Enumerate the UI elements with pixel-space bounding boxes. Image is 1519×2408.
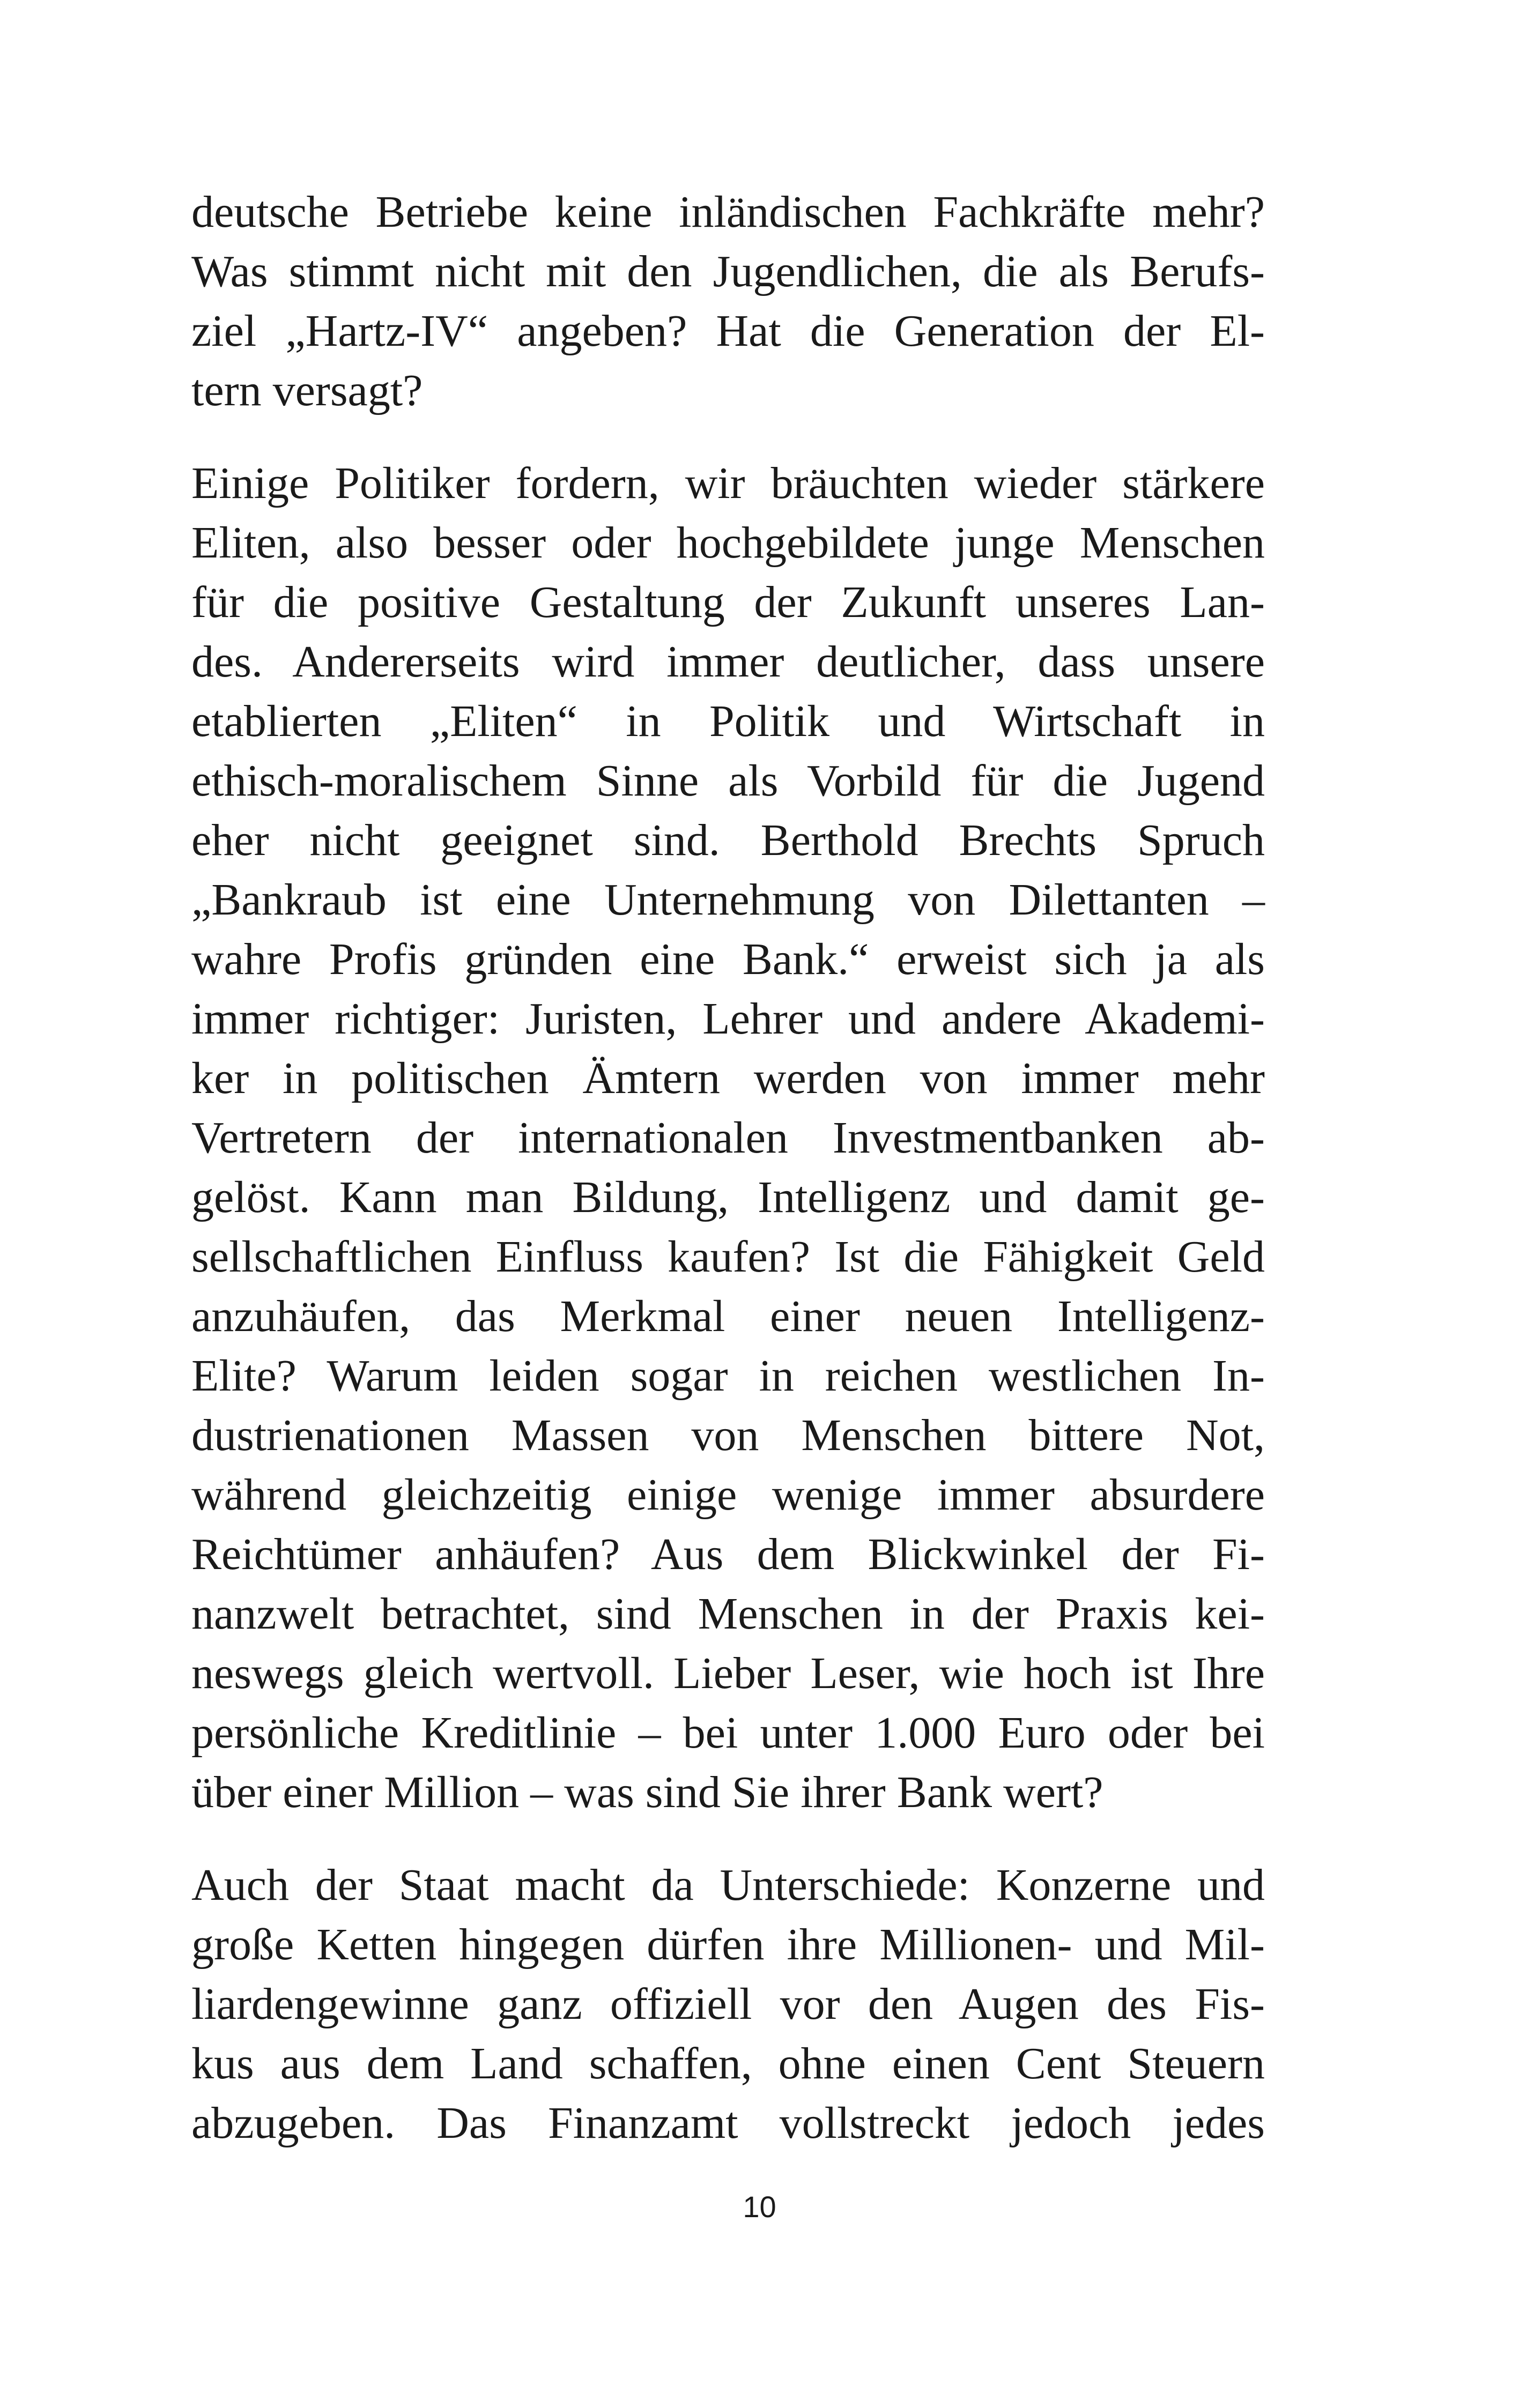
text-line: nanzwelt betrachtet, sind Menschen in der Praxis kei-	[191, 1589, 1265, 1639]
text-line: eher nicht geeignet sind. Berthold Brechts Spruch	[191, 815, 1265, 865]
text-line: persönliche Kreditlinie – bei unter 1.000 Euro oder bei	[191, 1708, 1265, 1758]
text-line: große Ketten hingegen dürfen ihre Millionen- und Mil-	[191, 1920, 1265, 1969]
text-line: während gleichzeitig einige wenige immer absurdere	[191, 1470, 1265, 1520]
text-line: dustrienationen Massen von Menschen bittere Not,	[191, 1410, 1265, 1460]
text-line: deutsche Betriebe keine inländischen Fachkräfte mehr?	[191, 187, 1265, 237]
paragraph	[191, 1855, 1265, 2153]
text-line: ker in politischen Ämtern werden von immer mehr	[191, 1053, 1265, 1103]
text-line: Eliten, also besser oder hochgebildete junge Menschen	[191, 518, 1265, 568]
text-line: immer richtiger: Juristen, Lehrer und andere Akademi-	[191, 994, 1265, 1044]
text-line: tern versagt?	[191, 366, 423, 415]
text-line: über einer Million – was sind Sie ihrer Bank wert?	[191, 1767, 1103, 1817]
text-line: Vertretern der internationalen Investmentbanken ab-	[191, 1113, 1265, 1163]
text-line: wahre Profis gründen eine Bank.“ erweist sich ja als	[191, 934, 1265, 984]
text-line: „Bankraub ist eine Unternehmung von Dilettanten –	[191, 875, 1265, 925]
text-line: liardengewinne ganz offiziell vor den Augen des Fis-	[191, 1979, 1265, 2029]
text-line: Auch der Staat macht da Unterschiede: Konzerne und	[191, 1860, 1265, 1910]
paragraph	[191, 182, 1265, 420]
text-line: Was stimmt nicht mit den Jugendlichen, die als Berufs-	[191, 247, 1265, 296]
text-line: etablierten „Eliten“ in Politik und Wirtschaft in	[191, 696, 1265, 746]
text-line: Einige Politiker fordern, wir bräuchten wieder stärkere	[191, 458, 1265, 508]
text-line: abzugeben. Das Finanzamt vollstreckt jedoch jedes	[191, 2098, 1265, 2148]
text-line: Reichtümer anhäufen? Aus dem Blickwinkel der Fi-	[191, 1529, 1265, 1579]
text-line: ethisch-moralischem Sinne als Vorbild für die Jugend	[191, 756, 1265, 806]
text-line: für die positive Gestaltung der Zukunft unseres Lan-	[191, 577, 1265, 627]
text-line: anzuhäufen, das Merkmal einer neuen Intelligenz-	[191, 1291, 1265, 1341]
text-line: Elite? Warum leiden sogar in reichen westlichen In-	[191, 1351, 1265, 1401]
text-line: ziel „Hartz-IV“ angeben? Hat die Generation der El-	[191, 306, 1265, 356]
text-line: gelöst. Kann man Bildung, Intelligenz und damit ge-	[191, 1172, 1265, 1222]
page-body	[191, 182, 1265, 2153]
text-line: kus aus dem Land schaffen, ohne einen Cent Steuern	[191, 2039, 1265, 2089]
paragraph	[191, 454, 1265, 1822]
text-line: sellschaftlichen Einfluss kaufen? Ist die Fähigkeit Geld	[191, 1232, 1265, 1282]
page-number: 10	[743, 2190, 776, 2224]
text-line: neswegs gleich wertvoll. Lieber Leser, wie hoch ist Ihre	[191, 1648, 1265, 1698]
text-line: des. Andererseits wird immer deutlicher, dass unsere	[191, 637, 1265, 687]
